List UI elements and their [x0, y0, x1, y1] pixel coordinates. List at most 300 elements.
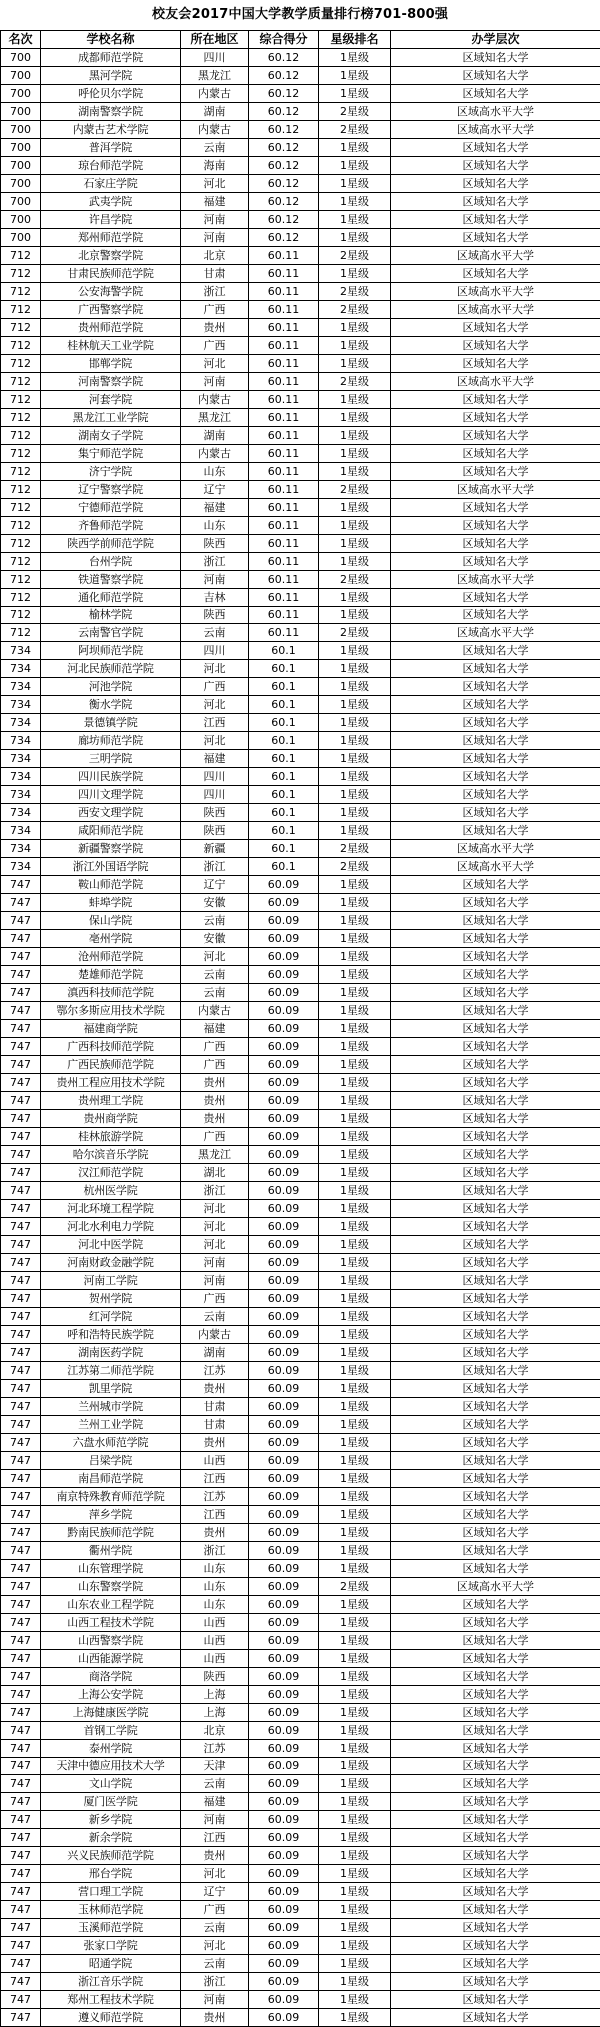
cell-region: 山东 [181, 1559, 249, 1577]
cell-region: 河南 [181, 372, 249, 390]
table-row [1, 876, 600, 894]
cell-star-rank: 1星级 [319, 516, 391, 534]
cell-school-name: 山西工程技术学院 [41, 1613, 181, 1631]
cell-score: 60.09 [249, 1217, 319, 1235]
cell-rank: 747 [1, 1667, 41, 1685]
cell-school-name: 甘肃民族师范学院 [41, 264, 181, 282]
table-row [1, 1235, 600, 1253]
cell-star-rank: 1星级 [319, 1164, 391, 1182]
cell-school-name: 陕西学前师范学院 [41, 534, 181, 552]
cell-rank: 700 [1, 120, 41, 138]
cell-rank: 712 [1, 318, 41, 336]
cell-score: 60.09 [249, 1253, 319, 1271]
cell-region: 贵州 [181, 1433, 249, 1451]
cell-level: 区域知名大学 [391, 930, 600, 948]
cell-star-rank: 1星级 [319, 1991, 391, 2009]
cell-region: 福建 [181, 192, 249, 210]
table-row [1, 462, 600, 480]
cell-level: 区域高水平大学 [391, 300, 600, 318]
cell-star-rank: 1星级 [319, 1865, 391, 1883]
cell-region: 四川 [181, 786, 249, 804]
cell-school-name: 邢台学院 [41, 1865, 181, 1883]
cell-school-name: 汉江师范学院 [41, 1164, 181, 1182]
cell-star-rank: 1星级 [319, 804, 391, 822]
cell-rank: 747 [1, 1307, 41, 1325]
cell-score: 60.1 [249, 840, 319, 858]
cell-school-name: 景德镇学院 [41, 714, 181, 732]
table-row [1, 1199, 600, 1217]
cell-school-name: 黔南民族师范学院 [41, 1523, 181, 1541]
cell-school-name: 成都师范学院 [41, 48, 181, 66]
cell-star-rank: 1星级 [319, 606, 391, 624]
cell-rank: 712 [1, 336, 41, 354]
cell-school-name: 南京特殊教育师范学院 [41, 1487, 181, 1505]
cell-score: 60.09 [249, 1343, 319, 1361]
cell-score: 60.12 [249, 174, 319, 192]
cell-region: 内蒙古 [181, 84, 249, 102]
cell-star-rank: 1星级 [319, 1397, 391, 1415]
cell-rank: 747 [1, 1433, 41, 1451]
cell-level: 区域知名大学 [391, 588, 600, 606]
cell-region: 河北 [181, 1865, 249, 1883]
cell-region: 广西 [181, 1038, 249, 1056]
cell-rank: 747 [1, 1110, 41, 1128]
cell-score: 60.09 [249, 1182, 319, 1200]
cell-level: 区域高水平大学 [391, 102, 600, 120]
cell-score: 60.09 [249, 1559, 319, 1577]
cell-rank: 747 [1, 1002, 41, 1020]
cell-score: 60.09 [249, 1379, 319, 1397]
cell-star-rank: 1星级 [319, 1973, 391, 1991]
cell-region: 河北 [181, 660, 249, 678]
cell-level: 区域知名大学 [391, 1110, 600, 1128]
cell-star-rank: 1星级 [319, 1505, 391, 1523]
cell-score: 60.09 [249, 1002, 319, 1020]
cell-school-name: 石家庄学院 [41, 174, 181, 192]
cell-star-rank: 1星级 [319, 1020, 391, 1038]
cell-level: 区域知名大学 [391, 1092, 600, 1110]
cell-rank: 700 [1, 48, 41, 66]
cell-level: 区域高水平大学 [391, 372, 600, 390]
cell-region: 江苏 [181, 1487, 249, 1505]
cell-region: 山西 [181, 1631, 249, 1649]
cell-rank: 747 [1, 1469, 41, 1487]
cell-region: 浙江 [181, 858, 249, 876]
table-row [1, 48, 600, 66]
cell-star-rank: 1星级 [319, 1451, 391, 1469]
cell-star-rank: 2星级 [319, 624, 391, 642]
cell-rank: 700 [1, 138, 41, 156]
cell-school-name: 广西警察学院 [41, 300, 181, 318]
cell-region: 安徽 [181, 894, 249, 912]
table-row [1, 1667, 600, 1685]
cell-level: 区域知名大学 [391, 516, 600, 534]
table-row [1, 750, 600, 768]
cell-level: 区域知名大学 [391, 390, 600, 408]
cell-school-name: 昭通学院 [41, 1955, 181, 1973]
cell-star-rank: 1星级 [319, 912, 391, 930]
cell-school-name: 贺州学院 [41, 1289, 181, 1307]
cell-score: 60.09 [249, 1919, 319, 1937]
cell-level: 区域知名大学 [391, 1937, 600, 1955]
cell-star-rank: 1星级 [319, 876, 391, 894]
cell-level: 区域高水平大学 [391, 120, 600, 138]
table-row [1, 84, 600, 102]
cell-school-name: 湖南女子学院 [41, 426, 181, 444]
table-row [1, 1182, 600, 1200]
cell-rank: 712 [1, 426, 41, 444]
cell-level: 区域知名大学 [391, 1199, 600, 1217]
table-row [1, 822, 600, 840]
cell-region: 贵州 [181, 1110, 249, 1128]
cell-star-rank: 1星级 [319, 84, 391, 102]
cell-score: 60.09 [249, 984, 319, 1002]
cell-rank: 747 [1, 912, 41, 930]
cell-level: 区域知名大学 [391, 228, 600, 246]
cell-star-rank: 1星级 [319, 822, 391, 840]
table-row [1, 372, 600, 390]
table-row [1, 1415, 600, 1433]
table-row [1, 768, 600, 786]
cell-school-name: 广西民族师范学院 [41, 1056, 181, 1074]
cell-score: 60.1 [249, 768, 319, 786]
cell-school-name: 衢州学院 [41, 1541, 181, 1559]
cell-level: 区域知名大学 [391, 192, 600, 210]
cell-score: 60.09 [249, 1056, 319, 1074]
cell-school-name: 河南警察学院 [41, 372, 181, 390]
cell-school-name: 红河学院 [41, 1307, 181, 1325]
cell-rank: 734 [1, 714, 41, 732]
cell-school-name: 齐鲁师范学院 [41, 516, 181, 534]
table-body [1, 48, 600, 2026]
cell-star-rank: 1星级 [319, 462, 391, 480]
cell-score: 60.11 [249, 498, 319, 516]
cell-star-rank: 1星级 [319, 1199, 391, 1217]
cell-score: 60.1 [249, 804, 319, 822]
cell-level: 区域知名大学 [391, 948, 600, 966]
cell-score: 60.09 [249, 1667, 319, 1685]
cell-rank: 747 [1, 1325, 41, 1343]
cell-star-rank: 1星级 [319, 1703, 391, 1721]
cell-region: 河南 [181, 1271, 249, 1289]
cell-school-name: 商洛学院 [41, 1667, 181, 1685]
cell-star-rank: 1星级 [319, 1217, 391, 1235]
table-row [1, 1056, 600, 1074]
cell-star-rank: 1星级 [319, 1128, 391, 1146]
table-row [1, 120, 600, 138]
cell-region: 山东 [181, 1577, 249, 1595]
table-row [1, 516, 600, 534]
cell-school-name: 首钢工学院 [41, 1721, 181, 1739]
cell-school-name: 宁德师范学院 [41, 498, 181, 516]
cell-region: 贵州 [181, 1074, 249, 1092]
cell-rank: 712 [1, 480, 41, 498]
cell-score: 60.09 [249, 1271, 319, 1289]
cell-star-rank: 1星级 [319, 1685, 391, 1703]
cell-school-name: 楚雄师范学院 [41, 966, 181, 984]
cell-level: 区域知名大学 [391, 1613, 600, 1631]
cell-star-rank: 1星级 [319, 1541, 391, 1559]
cell-rank: 747 [1, 1613, 41, 1631]
cell-star-rank: 1星级 [319, 1847, 391, 1865]
cell-score: 60.09 [249, 1505, 319, 1523]
cell-rank: 734 [1, 822, 41, 840]
cell-score: 60.09 [249, 1433, 319, 1451]
table-row [1, 1128, 600, 1146]
cell-star-rank: 1星级 [319, 1613, 391, 1631]
cell-region: 河北 [181, 732, 249, 750]
cell-star-rank: 1星级 [319, 660, 391, 678]
cell-level: 区域知名大学 [391, 1056, 600, 1074]
cell-star-rank: 1星级 [319, 318, 391, 336]
cell-star-rank: 1星级 [319, 534, 391, 552]
cell-region: 河北 [181, 948, 249, 966]
cell-rank: 712 [1, 444, 41, 462]
cell-score: 60.09 [249, 1811, 319, 1829]
cell-region: 黑龙江 [181, 1146, 249, 1164]
table-row [1, 1289, 600, 1307]
cell-score: 60.09 [249, 1577, 319, 1595]
cell-rank: 747 [1, 1361, 41, 1379]
table-row [1, 696, 600, 714]
cell-level: 区域知名大学 [391, 912, 600, 930]
cell-region: 海南 [181, 156, 249, 174]
table-row [1, 1307, 600, 1325]
table-row [1, 1164, 600, 1182]
cell-region: 内蒙古 [181, 1325, 249, 1343]
cell-rank: 747 [1, 1865, 41, 1883]
cell-school-name: 铁道警察学院 [41, 570, 181, 588]
table-row [1, 606, 600, 624]
cell-school-name: 阿坝师范学院 [41, 642, 181, 660]
cell-score: 60.09 [249, 1757, 319, 1775]
table-row [1, 1577, 600, 1595]
cell-level: 区域知名大学 [391, 1217, 600, 1235]
cell-star-rank: 1星级 [319, 408, 391, 426]
cell-rank: 712 [1, 354, 41, 372]
cell-rank: 747 [1, 876, 41, 894]
table-row [1, 1217, 600, 1235]
table-row [1, 282, 600, 300]
cell-level: 区域知名大学 [391, 210, 600, 228]
table-row [1, 426, 600, 444]
cell-level: 区域知名大学 [391, 1146, 600, 1164]
cell-region: 福建 [181, 1793, 249, 1811]
cell-score: 60.11 [249, 282, 319, 300]
cell-score: 60.1 [249, 732, 319, 750]
table-row [1, 444, 600, 462]
cell-region: 云南 [181, 984, 249, 1002]
cell-region: 福建 [181, 750, 249, 768]
cell-rank: 700 [1, 174, 41, 192]
cell-level: 区域知名大学 [391, 48, 600, 66]
cell-score: 60.09 [249, 2009, 319, 2027]
cell-level: 区域知名大学 [391, 1379, 600, 1397]
cell-region: 福建 [181, 498, 249, 516]
cell-rank: 712 [1, 624, 41, 642]
cell-region: 甘肃 [181, 1397, 249, 1415]
cell-region: 贵州 [181, 2009, 249, 2027]
cell-star-rank: 1星级 [319, 390, 391, 408]
cell-rank: 747 [1, 1811, 41, 1829]
cell-rank: 747 [1, 1883, 41, 1901]
cell-school-name: 河北水利电力学院 [41, 1217, 181, 1235]
cell-level: 区域知名大学 [391, 1775, 600, 1793]
cell-rank: 700 [1, 66, 41, 84]
cell-level: 区域知名大学 [391, 1649, 600, 1667]
cell-region: 湖北 [181, 1164, 249, 1182]
cell-star-rank: 1星级 [319, 1110, 391, 1128]
cell-region: 吉林 [181, 588, 249, 606]
cell-score: 60.09 [249, 1451, 319, 1469]
cell-score: 60.09 [249, 1955, 319, 1973]
cell-rank: 747 [1, 1128, 41, 1146]
cell-star-rank: 1星级 [319, 1002, 391, 1020]
cell-school-name: 遵义师范学院 [41, 2009, 181, 2027]
cell-score: 60.1 [249, 696, 319, 714]
cell-level: 区域知名大学 [391, 1038, 600, 1056]
cell-level: 区域知名大学 [391, 714, 600, 732]
cell-school-name: 吕梁学院 [41, 1451, 181, 1469]
cell-level: 区域知名大学 [391, 1397, 600, 1415]
table-row [1, 228, 600, 246]
cell-school-name: 贵州理工学院 [41, 1092, 181, 1110]
cell-star-rank: 1星级 [319, 1325, 391, 1343]
table-row [1, 1919, 600, 1937]
cell-score: 60.09 [249, 1613, 319, 1631]
cell-rank: 747 [1, 984, 41, 1002]
cell-rank: 747 [1, 1523, 41, 1541]
cell-score: 60.09 [249, 1092, 319, 1110]
cell-score: 60.09 [249, 1703, 319, 1721]
cell-rank: 747 [1, 1146, 41, 1164]
cell-region: 四川 [181, 642, 249, 660]
cell-region: 云南 [181, 966, 249, 984]
cell-score: 60.12 [249, 210, 319, 228]
cell-level: 区域知名大学 [391, 1793, 600, 1811]
cell-school-name: 河南工学院 [41, 1271, 181, 1289]
cell-rank: 700 [1, 156, 41, 174]
cell-star-rank: 1星级 [319, 1289, 391, 1307]
cell-school-name: 廊坊师范学院 [41, 732, 181, 750]
cell-score: 60.09 [249, 894, 319, 912]
table-row [1, 300, 600, 318]
cell-region: 浙江 [181, 552, 249, 570]
cell-school-name: 凯里学院 [41, 1379, 181, 1397]
cell-rank: 712 [1, 282, 41, 300]
cell-region: 陕西 [181, 1667, 249, 1685]
cell-rank: 747 [1, 1199, 41, 1217]
cell-star-rank: 2星级 [319, 372, 391, 390]
cell-rank: 712 [1, 498, 41, 516]
cell-score: 60.11 [249, 354, 319, 372]
cell-region: 河北 [181, 1199, 249, 1217]
cell-level: 区域知名大学 [391, 1487, 600, 1505]
cell-rank: 734 [1, 840, 41, 858]
cell-star-rank: 1星级 [319, 1343, 391, 1361]
cell-rank: 734 [1, 696, 41, 714]
cell-score: 60.09 [249, 1038, 319, 1056]
cell-region: 内蒙古 [181, 390, 249, 408]
cell-level: 区域高水平大学 [391, 246, 600, 264]
cell-school-name: 厦门医学院 [41, 1793, 181, 1811]
cell-rank: 747 [1, 1379, 41, 1397]
cell-score: 60.11 [249, 444, 319, 462]
cell-score: 60.09 [249, 1397, 319, 1415]
cell-star-rank: 2星级 [319, 246, 391, 264]
table-row [1, 912, 600, 930]
cell-level: 区域知名大学 [391, 156, 600, 174]
cell-region: 河南 [181, 1991, 249, 2009]
table-row [1, 354, 600, 372]
cell-score: 60.11 [249, 408, 319, 426]
cell-school-name: 上海公安学院 [41, 1685, 181, 1703]
cell-school-name: 许昌学院 [41, 210, 181, 228]
cell-level: 区域知名大学 [391, 1415, 600, 1433]
cell-star-rank: 1星级 [319, 714, 391, 732]
cell-region: 河北 [181, 1937, 249, 1955]
table-row [1, 1002, 600, 1020]
cell-rank: 747 [1, 1793, 41, 1811]
cell-star-rank: 1星级 [319, 786, 391, 804]
cell-star-rank: 1星级 [319, 732, 391, 750]
table-row [1, 1433, 600, 1451]
cell-level: 区域知名大学 [391, 1955, 600, 1973]
cell-star-rank: 1星级 [319, 1649, 391, 1667]
table-row [1, 480, 600, 498]
table-row [1, 1883, 600, 1901]
cell-level: 区域知名大学 [391, 804, 600, 822]
cell-rank: 747 [1, 1919, 41, 1937]
cell-rank: 747 [1, 1847, 41, 1865]
cell-level: 区域知名大学 [391, 84, 600, 102]
cell-score: 60.12 [249, 102, 319, 120]
cell-level: 区域知名大学 [391, 1865, 600, 1883]
cell-score: 60.09 [249, 1595, 319, 1613]
cell-score: 60.1 [249, 660, 319, 678]
table-row [1, 192, 600, 210]
cell-region: 上海 [181, 1685, 249, 1703]
table-row [1, 156, 600, 174]
header-score: 综合得分 [249, 31, 319, 49]
cell-region: 陕西 [181, 534, 249, 552]
cell-rank: 700 [1, 210, 41, 228]
header-rank: 名次 [1, 31, 41, 49]
cell-school-name: 山东警察学院 [41, 1577, 181, 1595]
cell-score: 60.09 [249, 1289, 319, 1307]
cell-region: 福建 [181, 1020, 249, 1038]
cell-level: 区域知名大学 [391, 876, 600, 894]
cell-rank: 734 [1, 750, 41, 768]
cell-rank: 747 [1, 930, 41, 948]
table-row [1, 1757, 600, 1775]
cell-level: 区域知名大学 [391, 606, 600, 624]
table-row [1, 840, 600, 858]
cell-level: 区域高水平大学 [391, 624, 600, 642]
cell-level: 区域知名大学 [391, 426, 600, 444]
cell-star-rank: 1星级 [319, 1937, 391, 1955]
table-row [1, 1991, 600, 2009]
cell-star-rank: 2星级 [319, 282, 391, 300]
cell-level: 区域知名大学 [391, 1433, 600, 1451]
cell-region: 广西 [181, 678, 249, 696]
table-row [1, 786, 600, 804]
cell-region: 河南 [181, 570, 249, 588]
cell-school-name: 黑河学院 [41, 66, 181, 84]
cell-school-name: 营口理工学院 [41, 1883, 181, 1901]
cell-rank: 712 [1, 390, 41, 408]
cell-rank: 747 [1, 1164, 41, 1182]
